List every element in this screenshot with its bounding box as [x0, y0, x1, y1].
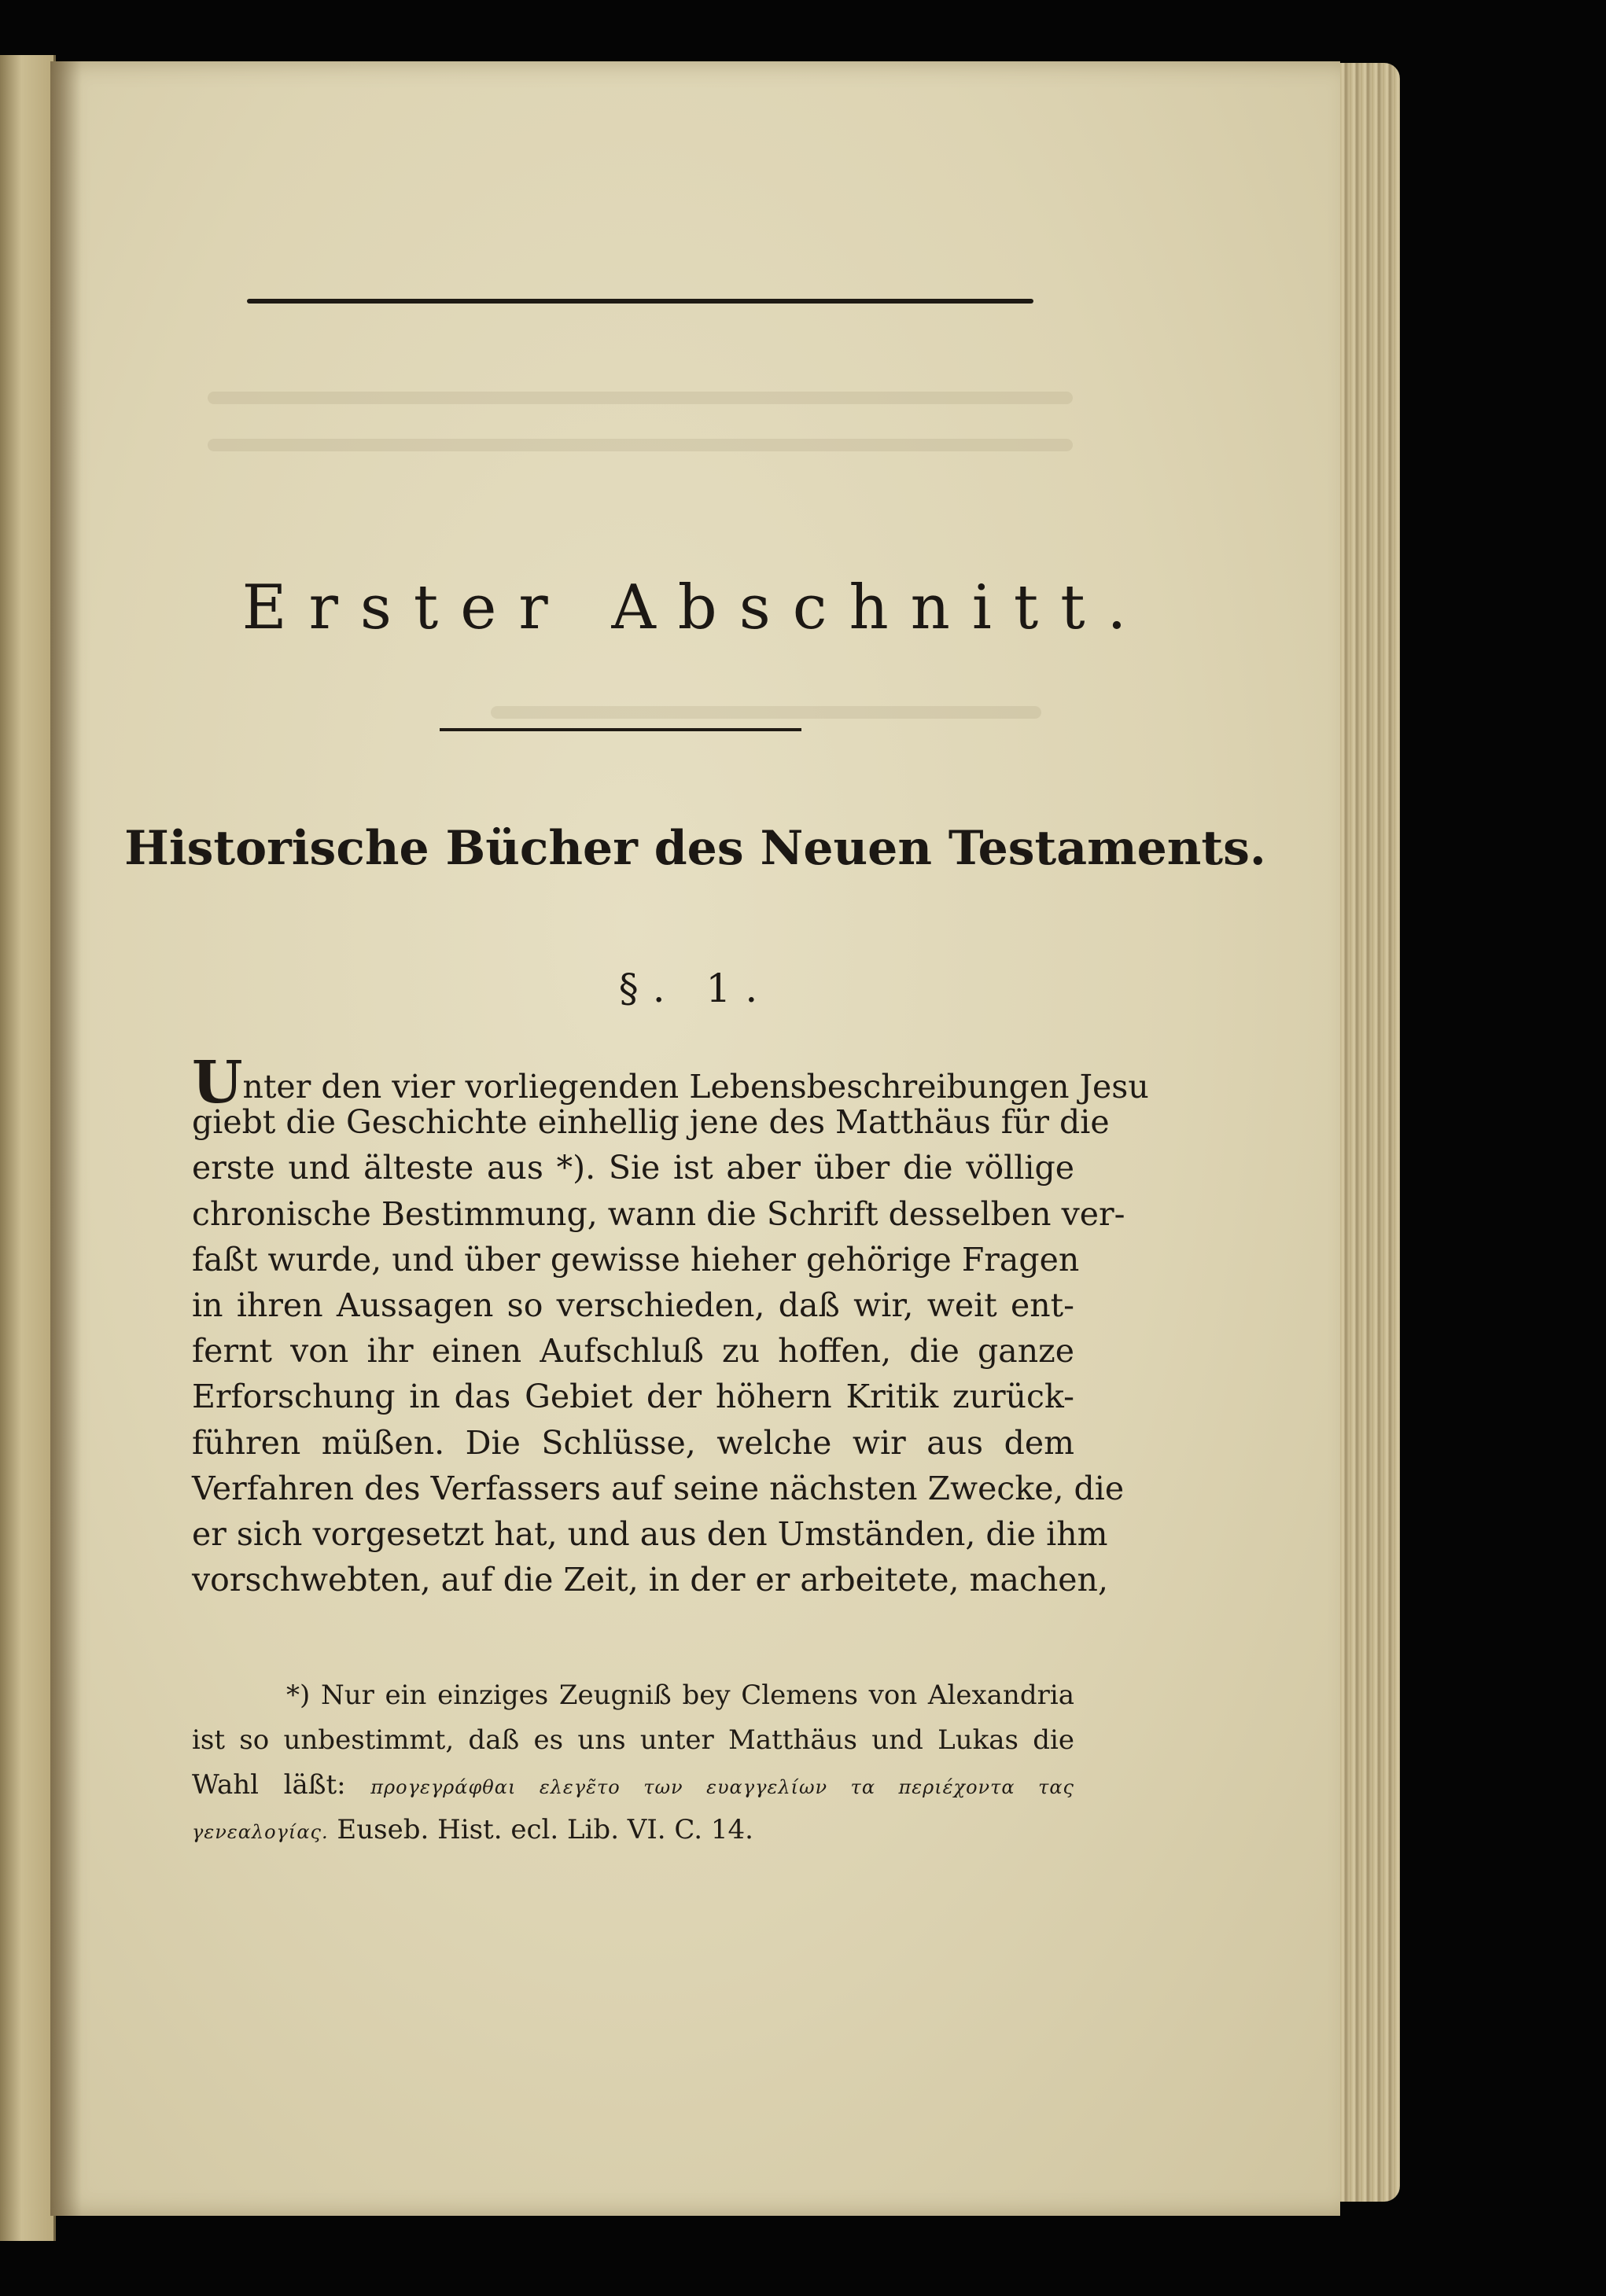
body-line: er sich vorgesetzt hat, und aus den Umständen, die ihm — [192, 1514, 1108, 1553]
book-page — [50, 61, 1340, 2216]
body-line: Verfahren des Verfassers auf seine nächsten Zwecke, die — [192, 1469, 1125, 1507]
body-line: faßt wurde, und über gewisse hieher gehörige Fragen — [192, 1240, 1080, 1279]
title-rule — [440, 728, 801, 731]
body-line: in ihren Aussagen so verschieden, daß wir, weit ent- — [192, 1286, 1074, 1324]
body-line: chronische Bestimmung, wann die Schrift desselben ver- — [192, 1194, 1125, 1233]
paragraph-number: §. 1. — [618, 966, 772, 1011]
footnote-line: *) Nur ein einziges Zeugniß bey Clemens von Alexandria — [286, 1680, 1074, 1711]
greek-quote: προγεγράφθαι ελεγε̃το των ευαγγελίων τα περιέχοντα τας — [370, 1776, 1074, 1798]
footnote — [192, 1673, 1074, 1853]
show-through — [491, 706, 1041, 719]
body-line: Erforschung in das Gebiet der höhern Kritik zurück- — [192, 1378, 1074, 1416]
body-line: giebt die Geschichte einhellig jene des Matthäus für die — [192, 1103, 1110, 1142]
page-gutter — [50, 61, 82, 2216]
body-line: vorschwebten, auf die Zeit, in der er arbeitete, machen, — [192, 1561, 1108, 1599]
body-line: fernt von ihr einen Aufschluß zu hoffen, die ganze — [192, 1332, 1074, 1371]
show-through — [208, 439, 1073, 451]
citation: Euseb. Hist. ecl. Lib. VI. C. 14. — [337, 1814, 753, 1845]
left-page-edge — [0, 55, 56, 2241]
section-title: Erster Abschnitt. — [241, 572, 1149, 643]
drop-cap: U — [192, 1049, 243, 1117]
footnote-line: ist so unbestimmt, daß es uns unter Matthäus und Lukas die — [192, 1724, 1074, 1756]
footnote-line — [192, 1808, 1074, 1853]
body-line: führen müßen. Die Schlüsse, welche wir aus dem — [192, 1423, 1074, 1462]
body-paragraph — [192, 1049, 1149, 1602]
greek-quote: γενεαλογίας. — [192, 1821, 329, 1843]
body-line: erste und älteste aus *). Sie ist aber über die völlige — [192, 1149, 1074, 1187]
footnote-line: Wahl läßt: προγεγράφθαι ελεγε̃το των ευαγγελίων τα περιέχοντα τας — [192, 1769, 1074, 1801]
body-line: Unter den vier vorliegenden Lebensbeschreibungen Jesu — [192, 1049, 1149, 1117]
show-through — [208, 392, 1073, 404]
chapter-heading: Historische Bücher des Neuen Testaments. — [124, 821, 1266, 876]
top-rule — [247, 299, 1033, 304]
